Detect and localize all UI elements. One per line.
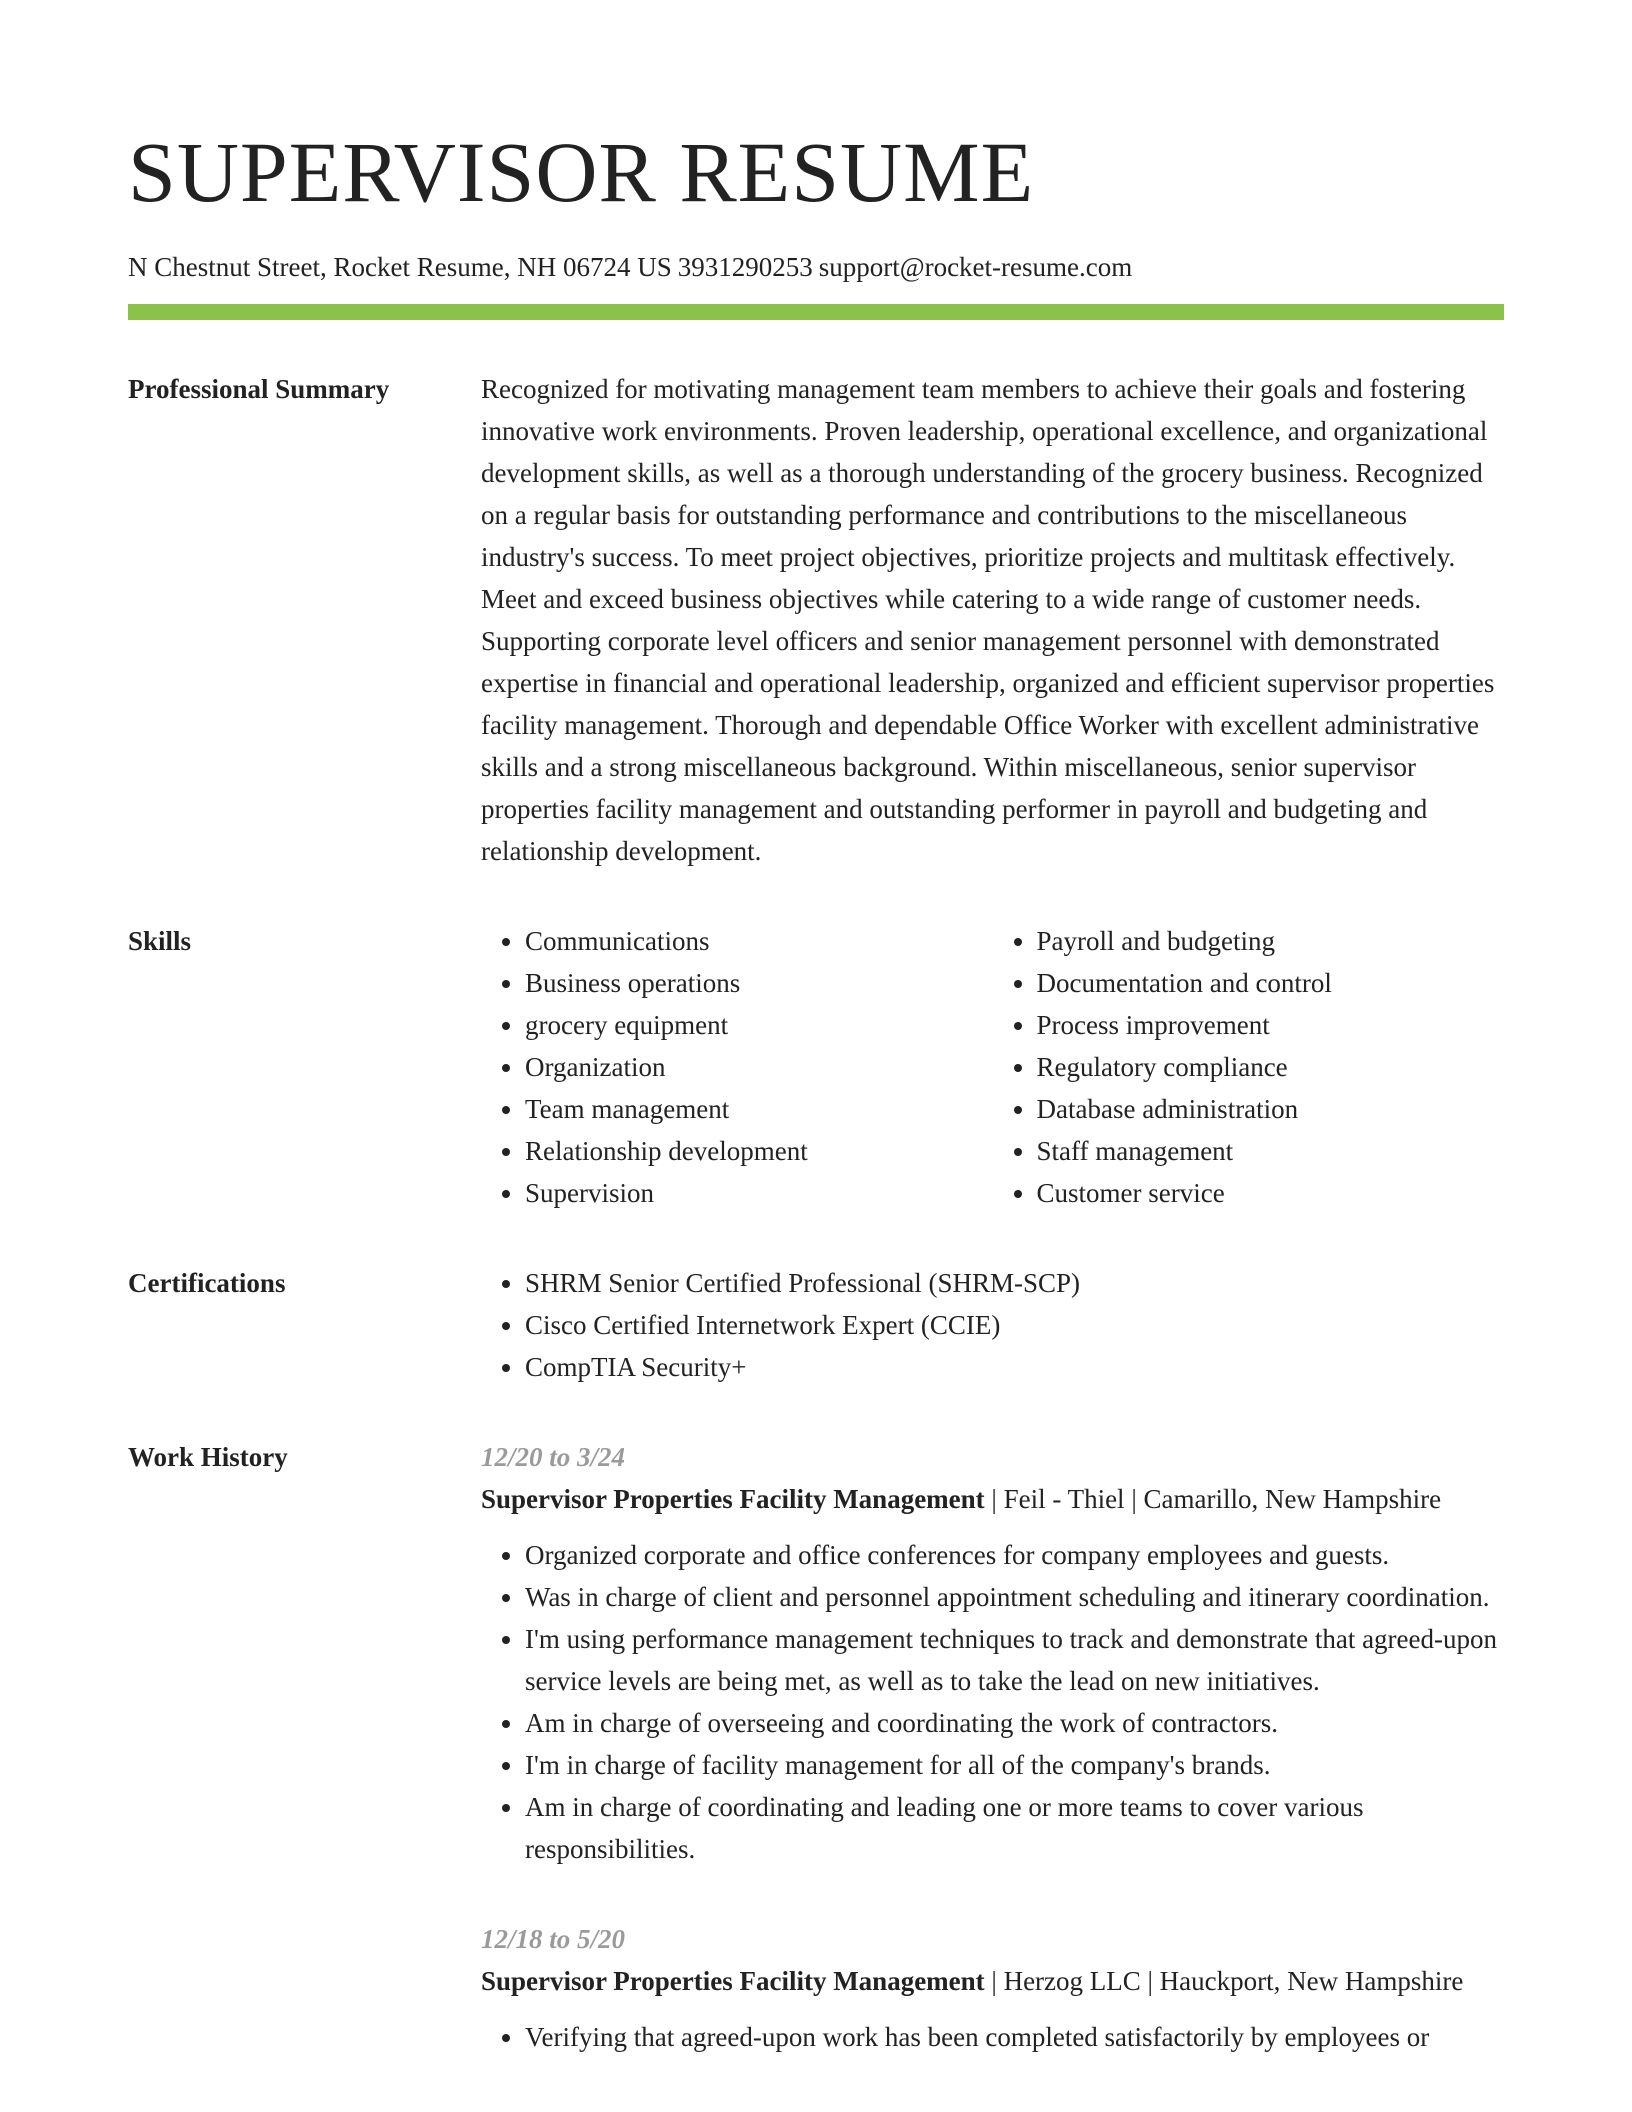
- skill-item: • Process improvement: [1037, 1004, 1505, 1046]
- skills-list-left: [481, 920, 993, 1214]
- job-title: Supervisor Properties Facility Management: [481, 1484, 985, 1514]
- section-title: Work History: [128, 1442, 288, 1472]
- certification-item: • CompTIA Security+: [525, 1346, 1504, 1388]
- job-bullet: • Organized corporate and office conferences for company employees and guests.: [525, 1534, 1504, 1576]
- skills-columns: [481, 920, 1504, 1214]
- job-details: | Herzog LLC | Hauckport, New Hampshire: [984, 1966, 1464, 1996]
- section-title: Skills: [128, 926, 192, 956]
- job-heading: [481, 1478, 1504, 1520]
- skill-item: • Customer service: [1037, 1172, 1505, 1214]
- job-bullet: • I'm using performance management techniques to track and demonstrate that agreed-upon service levels are being met, as well as to take the lead on new initiatives.: [525, 1618, 1504, 1702]
- skills-list-right: [993, 920, 1505, 1214]
- job-entry: [481, 1436, 1504, 1870]
- section-body: [481, 1262, 1504, 1388]
- skill-item: • Payroll and budgeting: [1037, 920, 1505, 962]
- certifications-section: [128, 1262, 1504, 1388]
- job-bullets: [481, 2016, 1504, 2058]
- contact-address: N Chestnut Street, Rocket Resume, NH 06724 US: [128, 252, 672, 282]
- job-dates: 12/18 to 5/20: [481, 1924, 626, 1954]
- skill-item: • Supervision: [525, 1172, 993, 1214]
- header-divider: [128, 304, 1504, 320]
- work-history-section: [128, 1436, 1504, 2106]
- job-bullet: • Was in charge of client and personnel appointment scheduling and itinerary coordination.: [525, 1576, 1504, 1618]
- job-bullet: • Am in charge of overseeing and coordinating the work of contractors.: [525, 1702, 1504, 1744]
- job-bullet: • I'm in charge of facility management for all of the company's brands.: [525, 1744, 1504, 1786]
- contact-email: support@rocket-resume.com: [818, 252, 1133, 282]
- job-heading: [481, 1960, 1504, 2002]
- job-bullet: • Am in charge of coordinating and leading one or more teams to cover various responsibilities.: [525, 1786, 1504, 1870]
- job-entry: [481, 1918, 1504, 2058]
- job-bullets: [481, 1534, 1504, 1870]
- skill-item: • Business operations: [525, 962, 993, 1004]
- skills-section: [128, 920, 1504, 1214]
- summary-text: Recognized for motivating management team members to achieve their goals and fostering innovative work environments. Proven leadership, operational excellence, and organizational development skills, as well as a thorough understanding of the grocery business. Recognized on a regular basis for outstanding performance and contributions to the miscellaneous industry's success. To meet project objectives, prioritize projects and multitask effectively. Meet and exceed business objectives while catering to a wide range of customer needs. Supporting corporate level officers and senior management personnel with demonstrated expertise in financial and operational leadership, organized and efficient supervisor properties facility management. Thorough and dependable Office Worker with excellent administrative skills and a strong miscellaneous background. Within miscellaneous, senior supervisor properties facility management and outstanding performer in payroll and budgeting and relationship development.: [481, 374, 1495, 866]
- skill-item: • grocery equipment: [525, 1004, 993, 1046]
- certification-item: • SHRM Senior Certified Professional (SHRM-SCP): [525, 1262, 1504, 1304]
- job-bullet: • Verifying that agreed-upon work has been completed satisfactorily by employees or: [525, 2016, 1504, 2058]
- skill-item: • Communications: [525, 920, 993, 962]
- job-dates: 12/20 to 3/24: [481, 1442, 626, 1472]
- section-body: [481, 368, 1504, 872]
- skill-item: • Organization: [525, 1046, 993, 1088]
- skill-item: • Regulatory compliance: [1037, 1046, 1505, 1088]
- skill-item: • Documentation and control: [1037, 962, 1505, 1004]
- certification-item: • Cisco Certified Internetwork Expert (CCIE): [525, 1304, 1504, 1346]
- contact-phone: 3931290253: [677, 252, 813, 282]
- skill-item: • Relationship development: [525, 1130, 993, 1172]
- section-title: Professional Summary: [128, 374, 390, 404]
- skill-item: • Team management: [525, 1088, 993, 1130]
- summary-section: [128, 368, 1504, 872]
- page-title: SUPERVISOR RESUME: [128, 124, 1035, 220]
- section-body: [481, 1436, 1504, 2106]
- certifications-list: [481, 1262, 1504, 1388]
- job-title: Supervisor Properties Facility Management: [481, 1966, 985, 1996]
- skill-item: • Database administration: [1037, 1088, 1505, 1130]
- job-details: | Feil - Thiel | Camarillo, New Hampshire: [984, 1484, 1442, 1514]
- section-title: Certifications: [128, 1268, 286, 1298]
- skill-item: • Staff management: [1037, 1130, 1505, 1172]
- contact-line: [128, 250, 1504, 284]
